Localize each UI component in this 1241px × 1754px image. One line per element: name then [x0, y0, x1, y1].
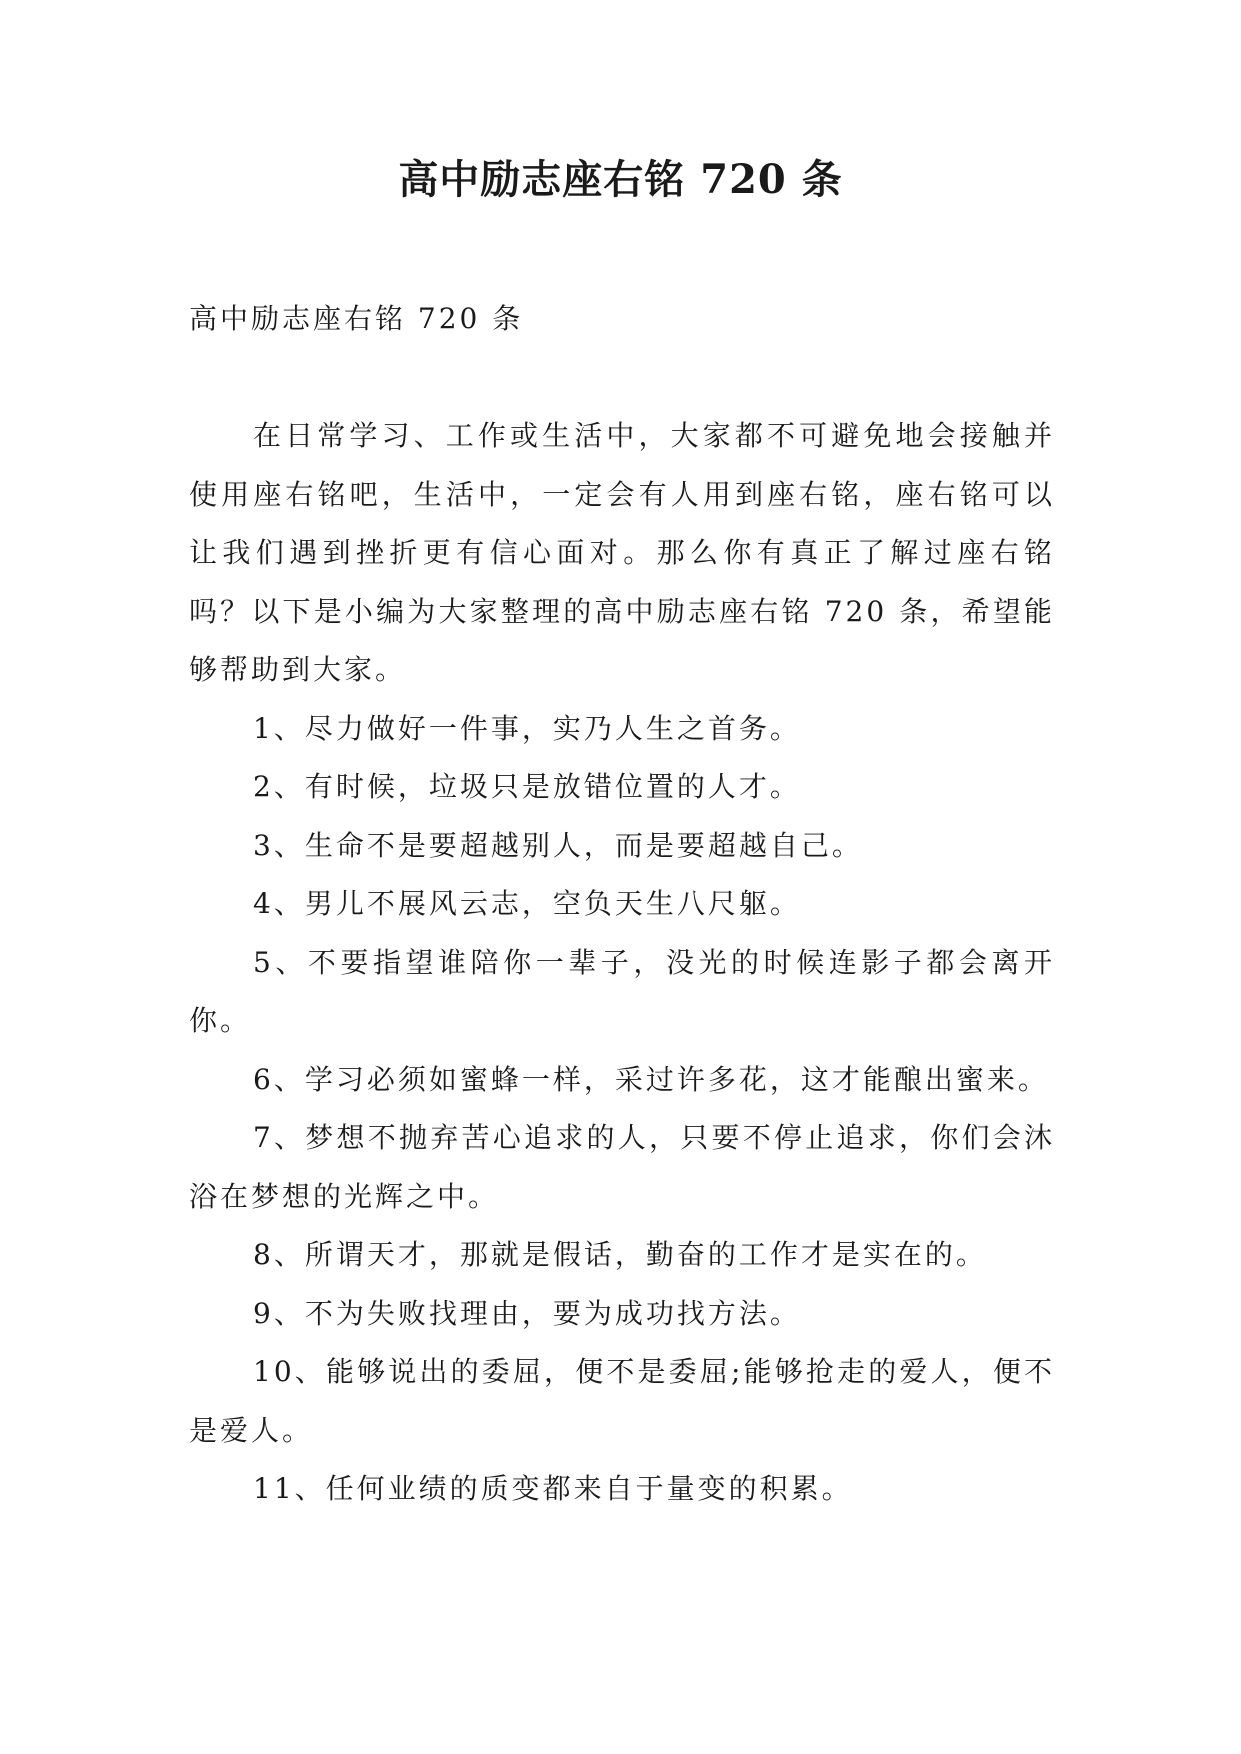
list-item: 3、生命不是要超越别人，而是要超越自己。: [253, 828, 863, 862]
list-item: 6、学习必须如蜜蜂一样，采过许多花，这才能酿出蜜来。: [253, 1062, 1049, 1096]
list-item: 7、梦想不抛弃苦心追求的人，只要不停止追求，你们会沐浴在梦想的光辉之中。: [189, 1121, 1055, 1213]
list-item: 4、男儿不展风云志，空负天生八尺躯。: [253, 887, 801, 920]
list-item: 5、不要指望谁陪你一辈子，没光的时候连影子都会离开你。: [189, 945, 1055, 1037]
blank-line: [189, 349, 1055, 408]
list-item: 8、所谓天才，那就是假话，勤奋的工作才是实在的。: [253, 1238, 987, 1271]
list-item: 9、不为失败找理由，要为成功找方法。: [253, 1296, 801, 1330]
list-item: 2、有时候，垃圾只是放错位置的人才。: [253, 770, 801, 803]
document-title: 高中励志座右铭 720 条: [398, 156, 843, 203]
list-item: 1、尽力做好一件事，实乃人生之首务。: [253, 711, 801, 745]
intro-paragraph: 在日常学习、工作或生活中，大家都不可避免地会接触并使用座右铭吧，生活中，一定会有人用到座右铭，座右铭可以让我们遇到挫折更有信心面对。那么你有真正了解过座右铭吗？以下是小编为大家整理的高中励志座右铭 720 条，希望能够帮助到大家。: [189, 419, 1055, 686]
list-item: 11、任何业绩的质变都来自于量变的积累。: [253, 1472, 853, 1505]
document-subtitle: 高中励志座右铭 720 条: [189, 302, 524, 335]
document-body: [189, 290, 1055, 1519]
list-item: 10、能够说出的委屈，便不是委屈;能够抢走的爱人，便不是爱人。: [189, 1355, 1055, 1447]
